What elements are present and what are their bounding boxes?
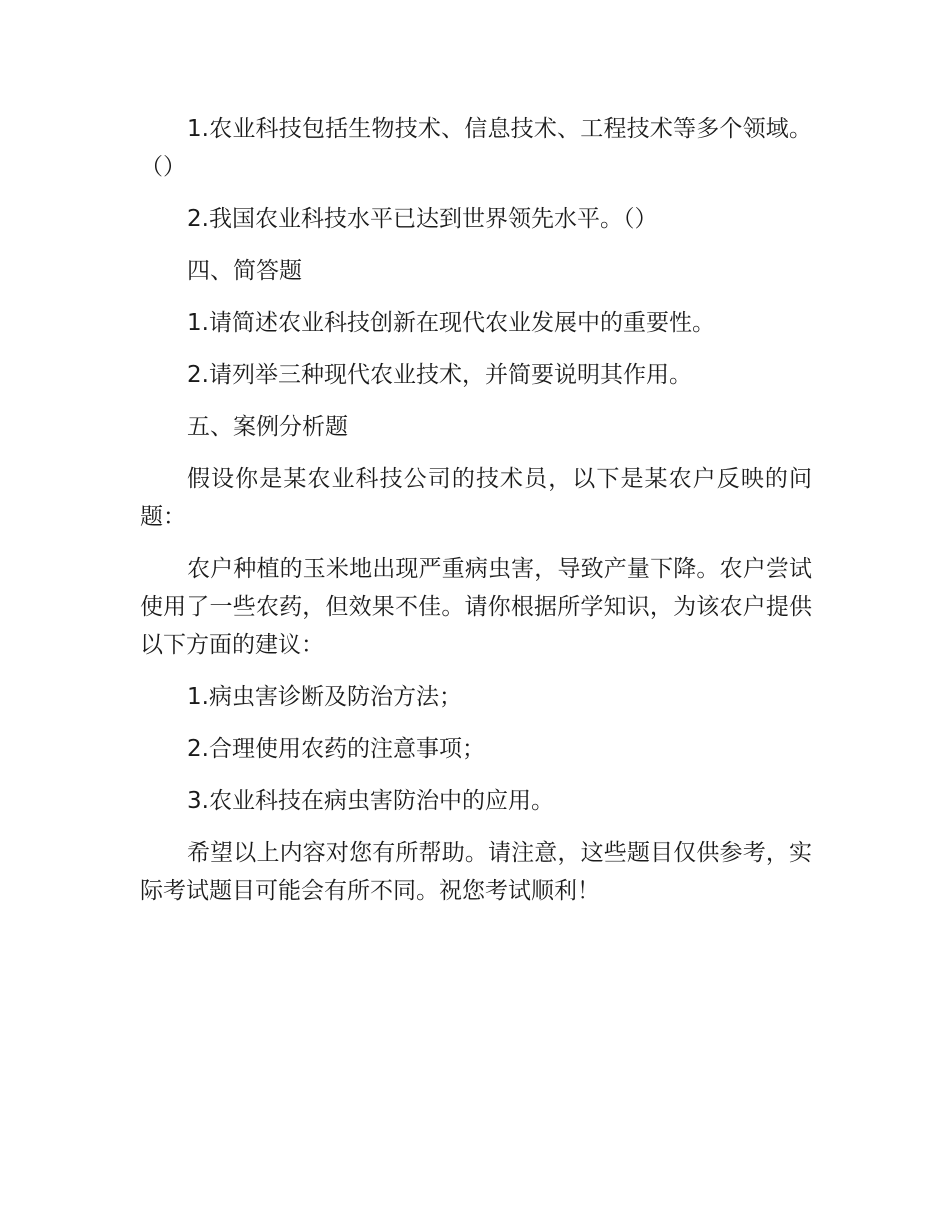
section-heading: 五、案例分析题 — [187, 414, 348, 440]
section-heading: 四、简答题 — [187, 258, 302, 284]
case-description: 农户种植的玉米地出现严重病虫害，导致产量下降。农户尝试使用了一些农药，但效果不佳。请你根据所学知识，为该农户提供以下方面的建议： — [140, 556, 812, 658]
question-item: 2.我国农业科技水平已达到世界领先水平。（） — [187, 206, 658, 232]
closing-note: 希望以上内容对您有所帮助。请注意，这些题目仅供参考，实际考试题目可能会有所不同。祝您考试顺利！ — [140, 840, 812, 904]
question-item: 1.请简述农业科技创新在现代农业发展中的重要性。 — [187, 310, 715, 336]
question-item: 1.病虫害诊断及防治方法； — [187, 684, 462, 710]
case-intro: 假设你是某农业科技公司的技术员，以下是某农户反映的问题： — [140, 466, 812, 530]
question-item: 1.农业科技包括生物技术、信息技术、工程技术等多个领域。（） — [140, 116, 812, 180]
question-item: 2.请列举三种现代农业技术，并简要说明其作用。 — [187, 362, 692, 388]
document-body — [140, 110, 812, 924]
question-item: 2.合理使用农药的注意事项； — [187, 736, 485, 762]
question-item: 3.农业科技在病虫害防治中的应用。 — [187, 788, 554, 814]
